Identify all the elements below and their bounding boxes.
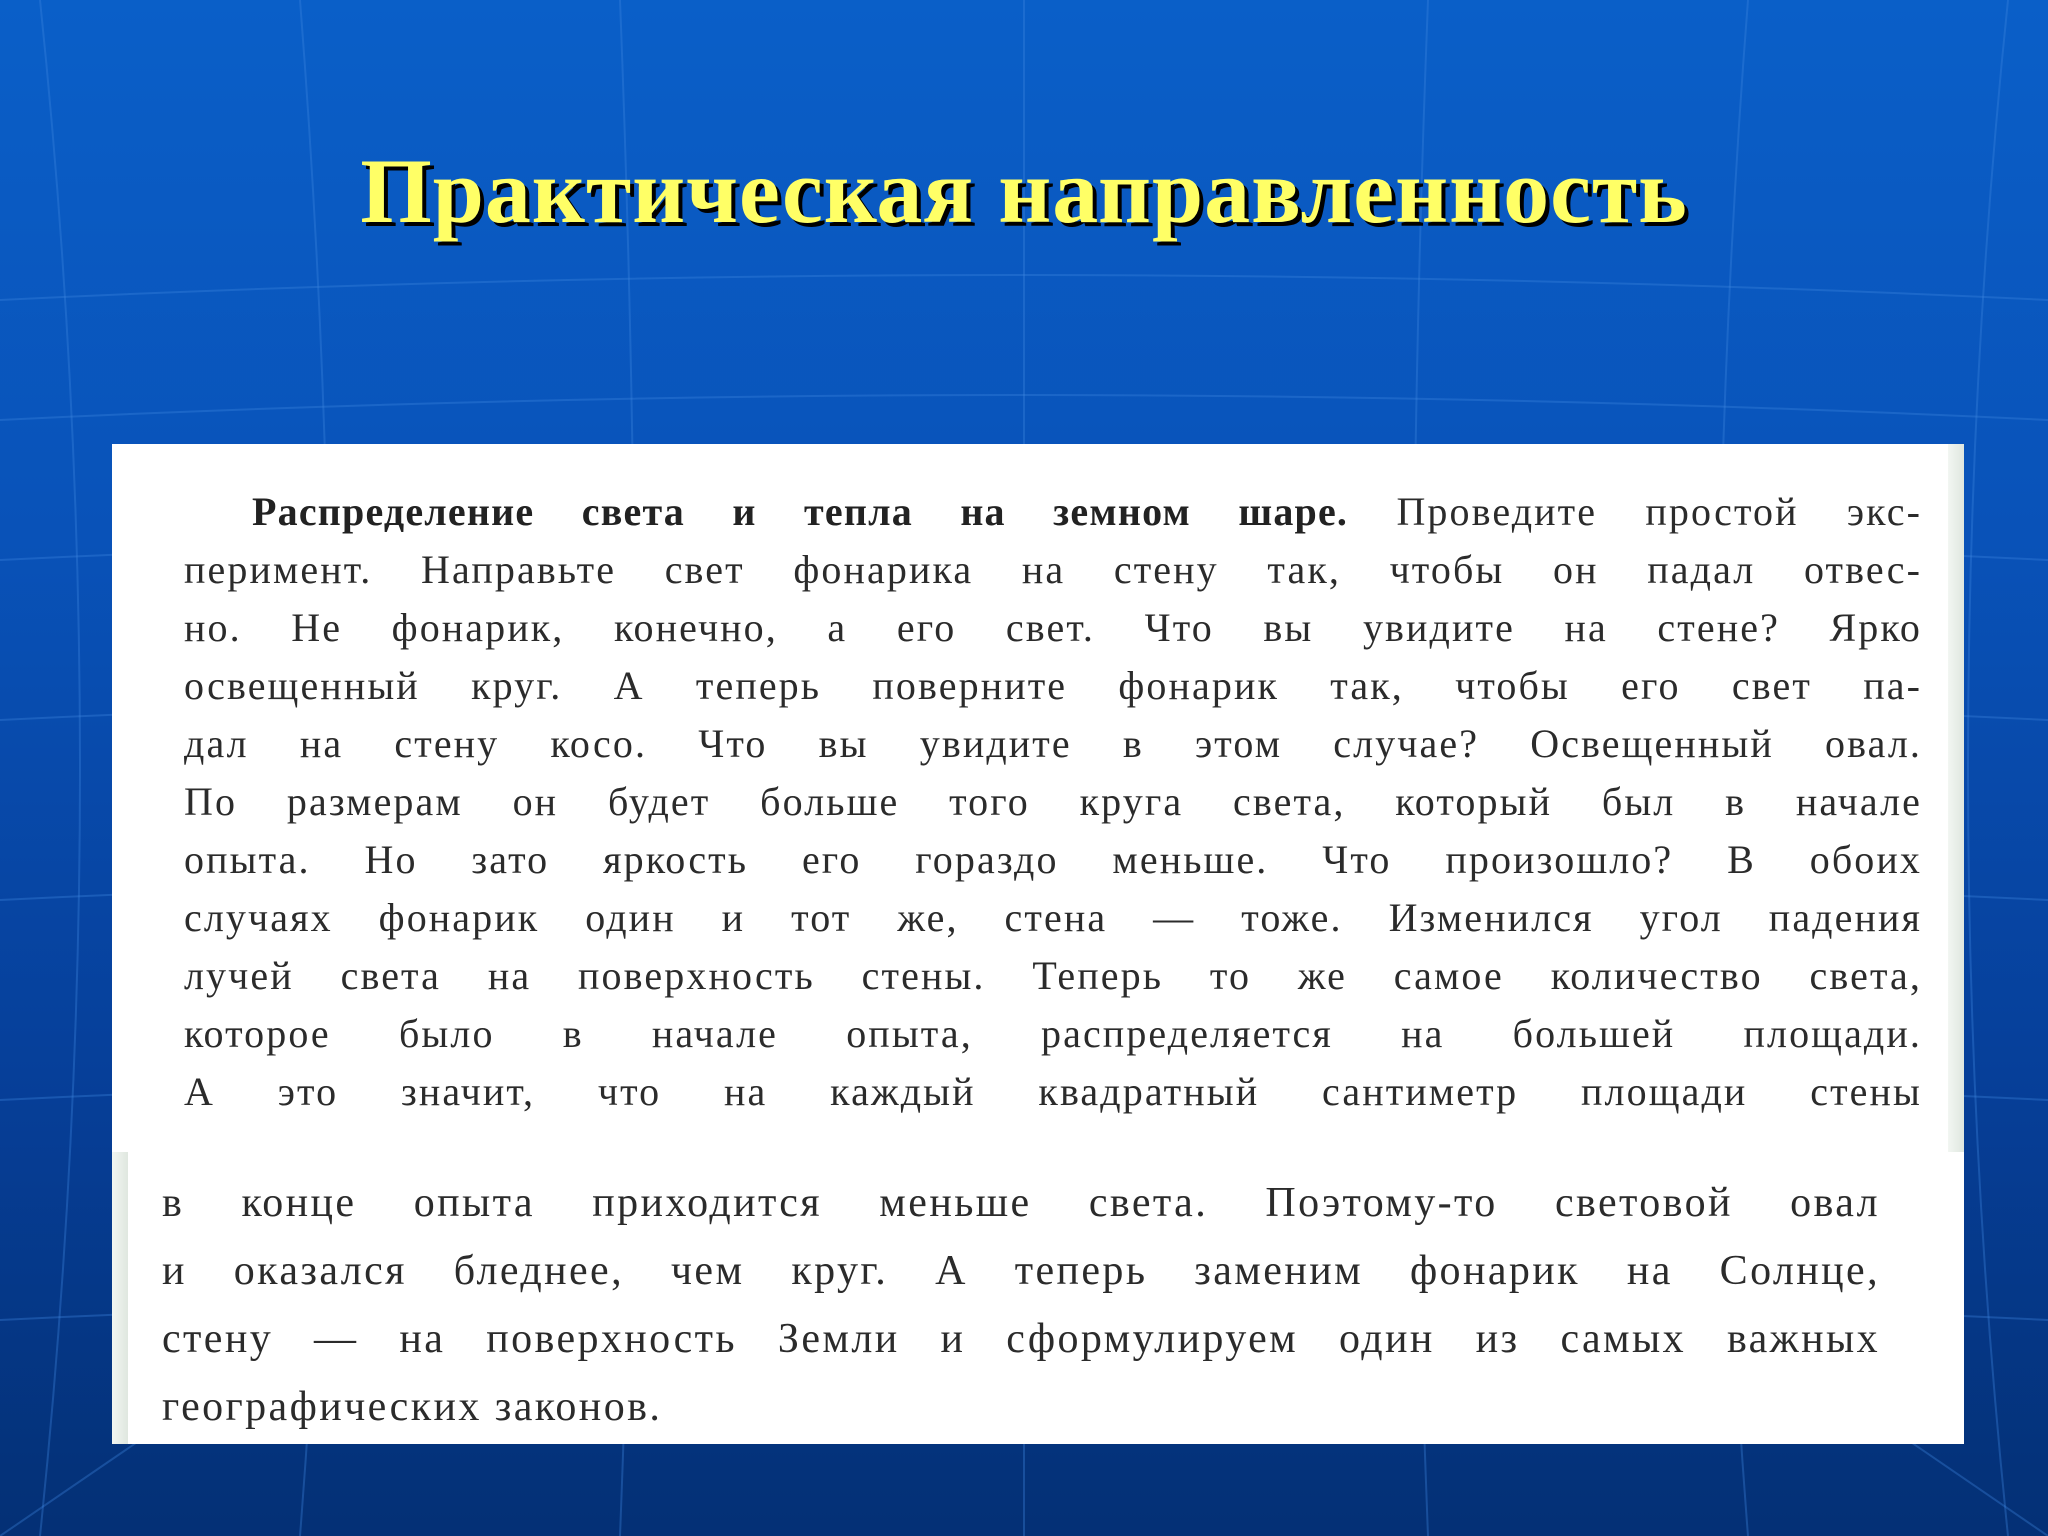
slide-title: Практическая направленность <box>360 140 1688 242</box>
excerpt-line: которое было в начале опыта, распределяется на большей площади. <box>184 1011 1922 1056</box>
scan-edge-strip <box>112 1152 128 1444</box>
scan-edge-strip <box>1948 444 1964 1152</box>
excerpt-line: стену — на поверхность Земли и сформулируем один из самых важных <box>162 1316 1880 1362</box>
excerpt-line: в конце опыта приходится меньше света. Поэтому-то световой овал <box>162 1180 1880 1226</box>
excerpt-line: перимент. Направьте свет фонарика на стену так, чтобы он падал отвес- <box>184 547 1922 592</box>
excerpt-line-text: Проведите простой экс- <box>1348 489 1922 534</box>
excerpt-line: дал на стену косо. Что вы увидите в этом случае? Освещенный овал. <box>184 721 1922 766</box>
excerpt-line: По размерам он будет больше того круга света, который был в начале <box>184 779 1922 824</box>
excerpt-line: опыта. Но зато яркость его гораздо меньше. Что произошло? В обоих <box>184 837 1922 882</box>
excerpt-line: освещенный круг. А теперь поверните фонарик так, чтобы его свет па- <box>184 663 1922 708</box>
excerpt-line: и оказался бледнее, чем круг. А теперь заменим фонарик на Солнце, <box>162 1248 1880 1294</box>
excerpt-line-last: географических законов. <box>162 1384 663 1430</box>
excerpt-panel-bottom <box>112 1152 1964 1444</box>
excerpt-line: случаях фонарик один и тот же, стена — тоже. Изменился угол падения <box>184 895 1922 940</box>
excerpt-line <box>252 489 1922 534</box>
excerpt-line: А это значит, что на каждый квадратный сантиметр площади стены <box>184 1069 1922 1114</box>
excerpt-lead: Распределение света и тепла на земном шаре. <box>252 489 1349 534</box>
excerpt-panel-top <box>112 444 1964 1152</box>
excerpt-line: но. Не фонарик, конечно, а его свет. Что вы увидите на стене? Ярко <box>184 605 1922 650</box>
excerpt-line: лучей света на поверхность стены. Теперь то же самое количество света, <box>184 953 1922 998</box>
